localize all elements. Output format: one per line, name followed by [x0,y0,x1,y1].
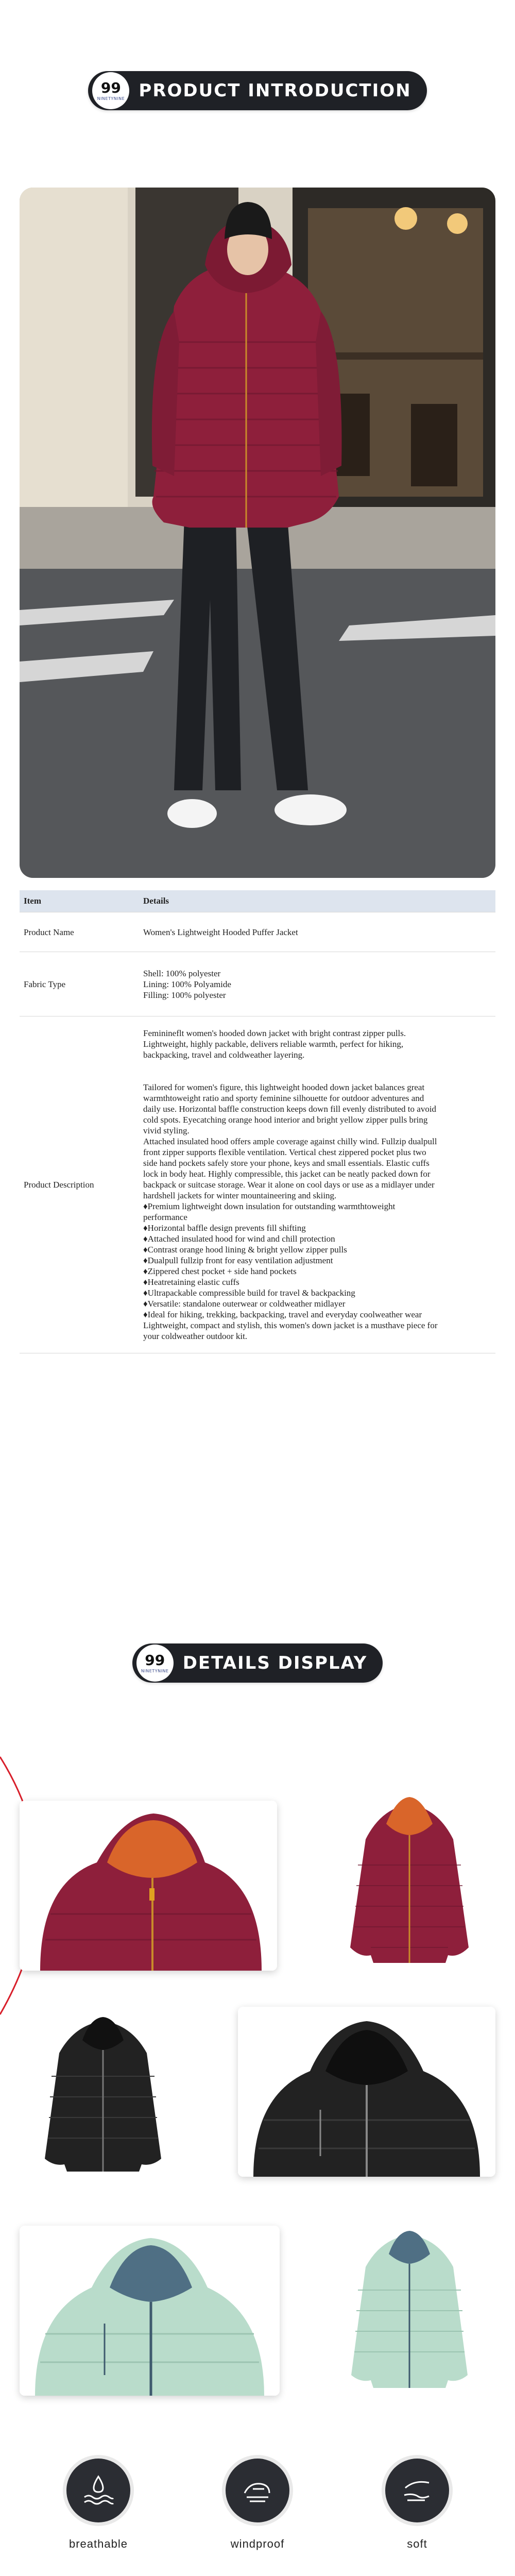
wind-icon [226,2459,289,2522]
description-line: Feminineflt women's hooded down jacket with bright contrast zipper pulls. [143,1028,406,1038]
description-line: ♦Heatretaining elastic cuffs [143,1277,239,1287]
feature-soft [360,2455,474,2551]
description-line: ♦Ideal for hiking, trekking, backpacking, travel and everyday coolweather wear [143,1310,422,1319]
logo-text: NINETYNINE [141,1668,169,1673]
description-line: ♦Horizontal baffle design prevents fill shifting [143,1223,306,1233]
description-line: lock in body heat. Highly compressible, this jacket can be neatly packed down for [143,1169,431,1179]
description-line: backpacking, travel and coldweather layering. [143,1050,305,1060]
table-row [20,1016,495,1353]
product-description-label: Product Description [20,1016,139,1353]
brand-logo [136,1645,174,1682]
spec-table [20,890,495,1353]
description-line: hardshell jackets for winter mountaineering and skiing. [143,1191,337,1200]
fabric-line: Lining: 100% Polyamide [143,979,231,989]
fabric-type-label: Fabric Type [20,952,139,1016]
table-row [20,952,495,1016]
table-header-item: Item [20,890,139,912]
description-line: side hand pockets safely store your phone, keys and small essentials. Elastic cuffs [143,1158,430,1168]
mint-jacket-hood-closeup [20,2226,280,2396]
description-line: front zipper supports flexible ventilation. Vertical chest zippered pocket plus two [143,1147,426,1157]
red-jacket-front [335,1793,484,1978]
description-line: cold spots. Eyecatching orange hood interior and bright yellow zipper pulls bring [143,1115,428,1125]
brand-logo [92,72,129,109]
red-jacket-front-illustration [335,1793,484,1978]
logo-number: 99 [100,79,121,96]
feature-icon-ring [222,2455,293,2526]
black-jacket-hood-closeup [238,2007,495,2177]
feature-breathable [42,2455,155,2551]
description-line: ♦Attached insulated hood for wind and chill protection [143,1234,335,1244]
model-photo [20,188,495,878]
feature-windproof [201,2455,314,2551]
table-header-details: Details [139,890,495,912]
description-line: daily use. Horizontal baffle construction keeps down fill evenly distributed to avoid [143,1104,437,1114]
table-header-row [20,890,495,912]
description-line: ♦Contrast orange hood lining & bright yellow zipper pulls [143,1245,347,1255]
description-line: your coldweather outdoor kit. [143,1331,248,1341]
feather-hand-icon [385,2459,449,2522]
product-name-label: Product Name [20,912,139,952]
section-title-pill [132,1643,383,1683]
description-line: Lightweight, compact and stylish, this women's down jacket is a musthave piece for [143,1320,438,1330]
section-title-pill [88,71,426,110]
feature-label: breathable [69,2537,128,2550]
description-line: warmthtoweight ratio and sporty feminine silhouette for outdoor adventures and [143,1093,424,1103]
mint-jacket-front [335,2226,484,2396]
fabric-line: Filling: 100% polyester [143,990,226,1000]
feature-icon-ring [382,2455,453,2526]
description-line: Tailored for women's figure, this lightweight hooded down jacket balances great [143,1082,425,1092]
red-jacket-hood-closeup [20,1801,277,1971]
description-line: Lightweight, highly packable, delivers reliable warmth, perfect for hiking, [143,1039,404,1049]
black-jacket-front-illustration [28,2012,178,2177]
description-line: vivid styling. [143,1126,190,1136]
details-display-header [0,1643,515,1683]
description-line: ♦Ultrapackable compressible build for travel & backpacking [143,1288,355,1298]
black-jacket-closeup-illustration [238,2007,495,2177]
red-jacket-closeup-illustration [20,1801,277,1971]
mint-jacket-closeup-illustration [20,2226,280,2396]
description-line: ♦Dualpull fullzip front for easy ventilation adjustment [143,1256,333,1265]
section-title: DETAILS DISPLAY [182,1653,368,1673]
product-name-value: Women's Lightweight Hooded Puffer Jacket [139,912,495,952]
description-line: performance [143,1212,187,1222]
feature-icon-ring [63,2455,134,2526]
description-line: ♦Versatile: standalone outerwear or coldweather midlayer [143,1299,346,1309]
product-description-value [139,1016,495,1353]
mint-jacket-front-illustration [335,2226,484,2396]
description-line: ♦Premium lightweight down insulation for outstanding warmthtoweight [143,1201,396,1211]
black-jacket-front [28,2012,178,2177]
product-introduction-header [0,71,515,110]
feature-label: soft [407,2537,427,2550]
fabric-type-value [139,952,495,1016]
section-title: PRODUCT INTRODUCTION [139,80,411,101]
paragraph-gap [143,1060,491,1082]
description-line: Attached insulated hood offers ample coverage against chilly wind. Fullzip dualpull [143,1137,437,1146]
fabric-line: Shell: 100% polyester [143,968,221,978]
description-line: ♦Zippered chest pocket + side hand pockets [143,1266,297,1276]
logo-number: 99 [145,1651,165,1669]
feature-label: windproof [230,2537,285,2550]
logo-text: NINETYNINE [97,96,125,101]
description-line: backpack or suitcase storage. Wear it alone on cool days or use as a midlayer under [143,1180,435,1190]
model-photo-illustration [20,188,495,878]
wave-drop-icon [66,2459,130,2522]
table-row [20,912,495,952]
